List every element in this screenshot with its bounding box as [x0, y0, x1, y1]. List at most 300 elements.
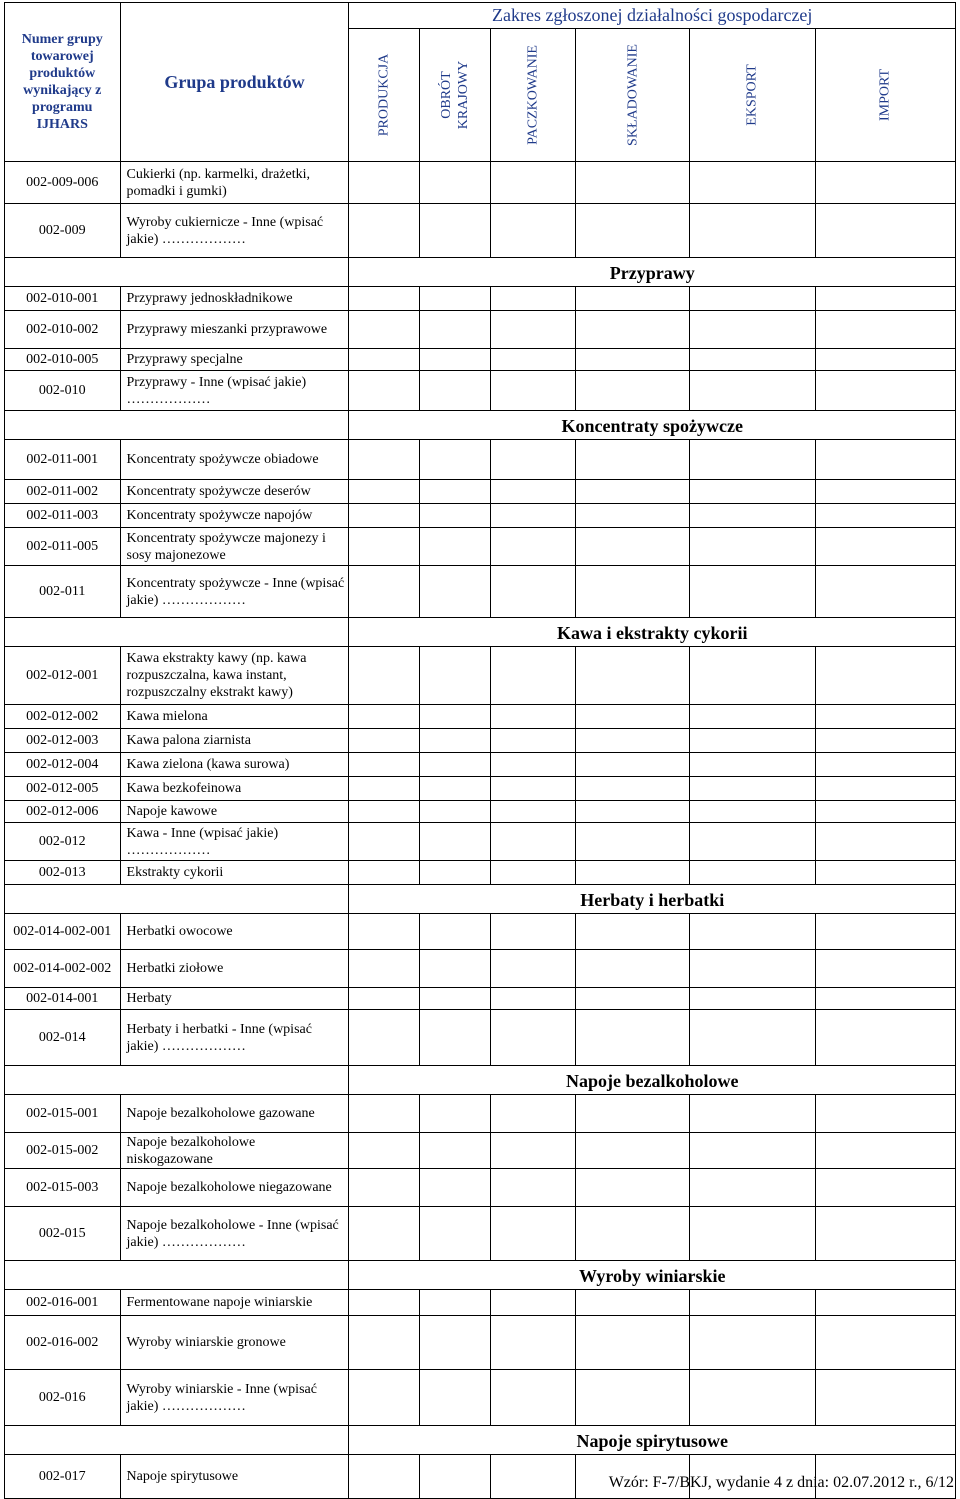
activity-checkbox-cell[interactable] [576, 801, 689, 823]
activity-checkbox-cell[interactable] [349, 950, 419, 988]
activity-checkbox-cell[interactable] [419, 1370, 490, 1426]
activity-checkbox-cell[interactable] [490, 1169, 576, 1207]
activity-checkbox-cell[interactable] [815, 1370, 955, 1426]
activity-checkbox-cell[interactable] [689, 988, 815, 1010]
product-group-code: 002-010-002 [5, 311, 121, 349]
form-footer: Wzór: F-7/BKJ, wydanie 4 z dnia: 02.07.2012 r., 6/12 [608, 1474, 954, 1491]
activity-checkbox-cell[interactable] [349, 777, 419, 801]
activity-checkbox-cell[interactable] [349, 528, 419, 566]
activity-checkbox-cell[interactable] [349, 729, 419, 753]
activity-checkbox-cell[interactable] [689, 311, 815, 349]
section-row [5, 411, 956, 440]
activity-checkbox-cell[interactable] [815, 204, 955, 258]
product-group-code: 002-015-002 [5, 1133, 121, 1169]
activity-checkbox-cell[interactable] [490, 371, 576, 411]
header-domestic-trade: OBRÓT KRAJOWY [419, 29, 490, 162]
product-group-name: Herbatki owocowe [120, 914, 349, 950]
header-production: PRODUKCJA [349, 29, 419, 162]
product-group-name: Ekstrakty cykorii [120, 861, 349, 885]
activity-checkbox-cell[interactable] [815, 1316, 955, 1370]
activity-checkbox-cell[interactable] [419, 1290, 490, 1316]
section-row [5, 1426, 956, 1455]
activity-checkbox-cell[interactable] [419, 349, 490, 371]
activity-checkbox-cell[interactable] [349, 647, 419, 705]
activity-checkbox-cell[interactable] [815, 729, 955, 753]
activity-checkbox-cell[interactable] [815, 311, 955, 349]
activity-checkbox-cell[interactable] [419, 914, 490, 950]
table-body [5, 162, 956, 1499]
activity-checkbox-cell[interactable] [689, 729, 815, 753]
product-group-name: Napoje bezalkoholowe niskogazowane [120, 1133, 349, 1169]
activity-checkbox-cell[interactable] [689, 950, 815, 988]
activity-checkbox-cell[interactable] [419, 1095, 490, 1133]
product-group-name: Wyroby winiarskie - Inne (wpisać jakie) ……………… [120, 1370, 349, 1426]
activity-checkbox-cell[interactable] [689, 1316, 815, 1370]
product-group-name: Koncentraty spożywcze napojów [120, 504, 349, 528]
activity-checkbox-cell[interactable] [349, 801, 419, 823]
activity-checkbox-cell[interactable] [349, 1290, 419, 1316]
activity-scope-table [4, 2, 956, 1499]
product-group-code: 002-015-003 [5, 1169, 121, 1207]
activity-checkbox-cell[interactable] [349, 1370, 419, 1426]
activity-checkbox-cell[interactable] [815, 1010, 955, 1066]
table-row [5, 988, 956, 1010]
activity-checkbox-cell[interactable] [689, 1169, 815, 1207]
product-group-name: Kawa mielona [120, 705, 349, 729]
activity-checkbox-cell[interactable] [490, 311, 576, 349]
activity-checkbox-cell[interactable] [815, 801, 955, 823]
activity-checkbox-cell[interactable] [689, 861, 815, 885]
activity-checkbox-cell[interactable] [419, 823, 490, 861]
activity-checkbox-cell[interactable] [576, 1370, 689, 1426]
activity-checkbox-cell[interactable] [576, 566, 689, 618]
activity-checkbox-cell[interactable] [815, 504, 955, 528]
activity-checkbox-cell[interactable] [349, 1169, 419, 1207]
table-row [5, 861, 956, 885]
activity-checkbox-cell[interactable] [419, 440, 490, 480]
table-row [5, 1095, 956, 1133]
activity-checkbox-cell[interactable] [349, 287, 419, 311]
activity-checkbox-cell[interactable] [689, 440, 815, 480]
product-group-name: Napoje spirytusowe [120, 1455, 349, 1499]
product-group-name: Wyroby cukiernicze - Inne (wpisać jakie) ……………… [120, 204, 349, 258]
activity-checkbox-cell[interactable] [419, 480, 490, 504]
activity-checkbox-cell[interactable] [576, 311, 689, 349]
activity-checkbox-cell[interactable] [576, 950, 689, 988]
activity-checkbox-cell[interactable] [419, 1169, 490, 1207]
activity-checkbox-cell[interactable] [815, 162, 955, 204]
table-row [5, 705, 956, 729]
section-spacer [5, 258, 349, 287]
product-group-code: 002-011 [5, 566, 121, 618]
table-row [5, 440, 956, 480]
activity-checkbox-cell[interactable] [349, 349, 419, 371]
product-group-code: 002-009-006 [5, 162, 121, 204]
product-group-code: 002-016-001 [5, 1290, 121, 1316]
activity-checkbox-cell[interactable] [419, 528, 490, 566]
activity-checkbox-cell[interactable] [349, 311, 419, 349]
activity-checkbox-cell[interactable] [689, 162, 815, 204]
activity-checkbox-cell[interactable] [490, 753, 576, 777]
header-packing: PACZKOWANIE [490, 29, 576, 162]
product-group-name: Przyprawy specjalne [120, 349, 349, 371]
activity-checkbox-cell[interactable] [349, 504, 419, 528]
product-group-name: Kawa palona ziarnista [120, 729, 349, 753]
activity-checkbox-cell[interactable] [490, 705, 576, 729]
activity-checkbox-cell[interactable] [689, 801, 815, 823]
product-group-name: Przyprawy mieszanki przyprawowe [120, 311, 349, 349]
activity-checkbox-cell[interactable] [490, 504, 576, 528]
activity-checkbox-cell[interactable] [349, 1010, 419, 1066]
activity-checkbox-cell[interactable] [815, 1169, 955, 1207]
activity-checkbox-cell[interactable] [576, 480, 689, 504]
activity-checkbox-cell[interactable] [815, 1095, 955, 1133]
activity-checkbox-cell[interactable] [349, 162, 419, 204]
section-row [5, 885, 956, 914]
activity-checkbox-cell[interactable] [576, 861, 689, 885]
activity-checkbox-cell[interactable] [419, 287, 490, 311]
section-row [5, 1066, 956, 1095]
section-spacer [5, 1426, 349, 1455]
activity-checkbox-cell[interactable] [349, 705, 419, 729]
activity-checkbox-cell[interactable] [419, 162, 490, 204]
product-group-code: 002-011-005 [5, 528, 121, 566]
product-group-code: 002-009 [5, 204, 121, 258]
activity-checkbox-cell[interactable] [419, 371, 490, 411]
product-group-code: 002-012-001 [5, 647, 121, 705]
activity-checkbox-cell[interactable] [689, 287, 815, 311]
header-export: EKSPORT [689, 29, 815, 162]
activity-checkbox-cell[interactable] [419, 647, 490, 705]
product-group-name: Kawa bezkofeinowa [120, 777, 349, 801]
activity-checkbox-cell[interactable] [419, 729, 490, 753]
activity-checkbox-cell[interactable] [490, 1316, 576, 1370]
header-storage: SKŁADOWANIE [576, 29, 689, 162]
activity-checkbox-cell[interactable] [349, 204, 419, 258]
activity-checkbox-cell[interactable] [490, 988, 576, 1010]
activity-checkbox-cell[interactable] [815, 371, 955, 411]
activity-checkbox-cell[interactable] [689, 371, 815, 411]
product-group-name: Napoje bezalkoholowe gazowane [120, 1095, 349, 1133]
activity-checkbox-cell[interactable] [815, 566, 955, 618]
activity-checkbox-cell[interactable] [576, 162, 689, 204]
product-group-name: Napoje bezalkoholowe niegazowane [120, 1169, 349, 1207]
activity-checkbox-cell[interactable] [490, 204, 576, 258]
activity-checkbox-cell[interactable] [419, 950, 490, 988]
activity-checkbox-cell[interactable] [576, 440, 689, 480]
product-group-code: 002-016 [5, 1370, 121, 1426]
activity-checkbox-cell[interactable] [349, 914, 419, 950]
activity-checkbox-cell[interactable] [490, 729, 576, 753]
section-row [5, 618, 956, 647]
activity-checkbox-cell[interactable] [349, 440, 419, 480]
product-group-name: Koncentraty spożywcze deserów [120, 480, 349, 504]
section-title: Kawa i ekstrakty cykorii [349, 618, 956, 647]
activity-checkbox-cell[interactable] [689, 647, 815, 705]
activity-checkbox-cell[interactable] [419, 861, 490, 885]
activity-checkbox-cell[interactable] [490, 162, 576, 204]
activity-checkbox-cell[interactable] [490, 566, 576, 618]
activity-checkbox-cell[interactable] [815, 1290, 955, 1316]
activity-checkbox-cell[interactable] [815, 914, 955, 950]
activity-checkbox-cell[interactable] [576, 823, 689, 861]
activity-checkbox-cell[interactable] [349, 480, 419, 504]
activity-checkbox-cell[interactable] [689, 1010, 815, 1066]
activity-checkbox-cell[interactable] [419, 1010, 490, 1066]
section-spacer [5, 1066, 349, 1095]
activity-checkbox-cell[interactable] [689, 705, 815, 729]
activity-checkbox-cell[interactable] [576, 914, 689, 950]
activity-checkbox-cell[interactable] [689, 349, 815, 371]
product-group-name: Napoje bezalkoholowe - Inne (wpisać jakie) ……………… [120, 1207, 349, 1261]
activity-checkbox-cell[interactable] [576, 204, 689, 258]
activity-checkbox-cell[interactable] [576, 1010, 689, 1066]
product-group-code: 002-015-001 [5, 1095, 121, 1133]
activity-checkbox-cell[interactable] [576, 647, 689, 705]
activity-checkbox-cell[interactable] [490, 287, 576, 311]
activity-checkbox-cell[interactable] [349, 371, 419, 411]
product-group-code: 002-015 [5, 1207, 121, 1261]
table-row [5, 311, 956, 349]
product-group-name: Cukierki (np. karmelki, drażetki, pomadki i gumki) [120, 162, 349, 204]
activity-checkbox-cell[interactable] [349, 1207, 419, 1261]
table-row [5, 950, 956, 988]
activity-checkbox-cell[interactable] [689, 823, 815, 861]
activity-checkbox-cell[interactable] [576, 753, 689, 777]
activity-checkbox-cell[interactable] [490, 1455, 576, 1499]
table-row [5, 1207, 956, 1261]
activity-checkbox-cell[interactable] [349, 1316, 419, 1370]
activity-checkbox-cell[interactable] [576, 1207, 689, 1261]
activity-checkbox-cell[interactable] [815, 440, 955, 480]
table-row [5, 480, 956, 504]
activity-checkbox-cell[interactable] [490, 440, 576, 480]
section-title: Koncentraty spożywcze [349, 411, 956, 440]
activity-checkbox-cell[interactable] [490, 823, 576, 861]
product-group-name: Kawa zielona (kawa surowa) [120, 753, 349, 777]
product-group-code: 002-014-002-001 [5, 914, 121, 950]
table-row [5, 1290, 956, 1316]
activity-checkbox-cell[interactable] [576, 705, 689, 729]
table-row [5, 1370, 956, 1426]
activity-checkbox-cell[interactable] [490, 777, 576, 801]
table-row [5, 528, 956, 566]
activity-checkbox-cell[interactable] [576, 1133, 689, 1169]
product-group-code: 002-014-001 [5, 988, 121, 1010]
product-group-name: Wyroby winiarskie gronowe [120, 1316, 349, 1370]
activity-checkbox-cell[interactable] [349, 823, 419, 861]
activity-checkbox-cell[interactable] [576, 371, 689, 411]
activity-checkbox-cell[interactable] [419, 204, 490, 258]
table-row [5, 753, 956, 777]
product-group-code: 002-012-002 [5, 705, 121, 729]
product-group-name: Herbatki ziołowe [120, 950, 349, 988]
section-spacer [5, 411, 349, 440]
activity-checkbox-cell[interactable] [490, 1010, 576, 1066]
product-group-code: 002-011-001 [5, 440, 121, 480]
activity-checkbox-cell[interactable] [490, 1095, 576, 1133]
header-group-column: Grupa produktów [120, 3, 349, 162]
activity-checkbox-cell[interactable] [419, 777, 490, 801]
activity-checkbox-cell[interactable] [815, 753, 955, 777]
activity-checkbox-cell[interactable] [419, 801, 490, 823]
product-group-code: 002-014 [5, 1010, 121, 1066]
activity-checkbox-cell[interactable] [576, 988, 689, 1010]
section-title: Wyroby winiarskie [349, 1261, 956, 1290]
activity-checkbox-cell[interactable] [576, 777, 689, 801]
product-group-code: 002-010-001 [5, 287, 121, 311]
product-group-code: 002-014-002-002 [5, 950, 121, 988]
product-group-name: Herbaty [120, 988, 349, 1010]
activity-checkbox-cell[interactable] [576, 504, 689, 528]
product-group-code: 002-016-002 [5, 1316, 121, 1370]
activity-checkbox-cell[interactable] [349, 1095, 419, 1133]
activity-checkbox-cell[interactable] [689, 1290, 815, 1316]
activity-checkbox-cell[interactable] [349, 753, 419, 777]
activity-checkbox-cell[interactable] [349, 1455, 419, 1499]
activity-checkbox-cell[interactable] [576, 1095, 689, 1133]
activity-checkbox-cell[interactable] [419, 1133, 490, 1169]
section-title: Herbaty i herbatki [349, 885, 956, 914]
header-import: IMPORT [815, 29, 955, 162]
activity-checkbox-cell[interactable] [490, 861, 576, 885]
table-row [5, 647, 956, 705]
product-group-code: 002-010-005 [5, 349, 121, 371]
header-scope: Zakres zgłoszonej działalności gospodarczej [349, 3, 956, 29]
section-spacer [5, 1261, 349, 1290]
product-group-code: 002-012-004 [5, 753, 121, 777]
product-group-name: Fermentowane napoje winiarskie [120, 1290, 349, 1316]
product-group-name: Przyprawy jednoskładnikowe [120, 287, 349, 311]
activity-checkbox-cell[interactable] [689, 204, 815, 258]
product-group-name: Koncentraty spożywcze - Inne (wpisać jakie) ……………… [120, 566, 349, 618]
product-group-code: 002-012-005 [5, 777, 121, 801]
product-group-code: 002-012-003 [5, 729, 121, 753]
activity-checkbox-cell[interactable] [815, 950, 955, 988]
activity-checkbox-cell[interactable] [490, 528, 576, 566]
activity-checkbox-cell[interactable] [689, 914, 815, 950]
activity-checkbox-cell[interactable] [689, 1133, 815, 1169]
activity-checkbox-cell[interactable] [490, 1207, 576, 1261]
activity-checkbox-cell[interactable] [815, 349, 955, 371]
activity-checkbox-cell[interactable] [815, 287, 955, 311]
table-row [5, 914, 956, 950]
activity-checkbox-cell[interactable] [419, 504, 490, 528]
activity-checkbox-cell[interactable] [689, 1207, 815, 1261]
activity-checkbox-cell[interactable] [815, 823, 955, 861]
activity-checkbox-cell[interactable] [490, 801, 576, 823]
table-row [5, 504, 956, 528]
product-group-name: Kawa - Inne (wpisać jakie) ……………… [120, 823, 349, 861]
activity-checkbox-cell[interactable] [490, 349, 576, 371]
activity-checkbox-cell[interactable] [576, 1290, 689, 1316]
activity-checkbox-cell[interactable] [490, 1370, 576, 1426]
activity-checkbox-cell[interactable] [349, 1133, 419, 1169]
activity-checkbox-cell[interactable] [419, 311, 490, 349]
activity-checkbox-cell[interactable] [815, 861, 955, 885]
activity-checkbox-cell[interactable] [689, 777, 815, 801]
activity-checkbox-cell[interactable] [815, 1207, 955, 1261]
product-group-name: Koncentraty spożywcze majonezy i sosy majonezowe [120, 528, 349, 566]
activity-checkbox-cell[interactable] [689, 1095, 815, 1133]
header-code-column: Numer grupy towarowej produktów wynikający z programu IJHARS [5, 3, 121, 162]
table-row [5, 204, 956, 258]
activity-checkbox-cell[interactable] [815, 705, 955, 729]
activity-checkbox-cell[interactable] [815, 480, 955, 504]
activity-checkbox-cell[interactable] [490, 1133, 576, 1169]
activity-checkbox-cell[interactable] [349, 988, 419, 1010]
activity-checkbox-cell[interactable] [576, 349, 689, 371]
product-group-name: Napoje kawowe [120, 801, 349, 823]
product-group-name: Przyprawy - Inne (wpisać jakie) ……………… [120, 371, 349, 411]
activity-checkbox-cell[interactable] [689, 566, 815, 618]
activity-checkbox-cell[interactable] [490, 914, 576, 950]
product-group-name: Kawa ekstrakty kawy (np. kawa rozpuszczalna, kawa instant, rozpuszczalny ekstrakt kawy) [120, 647, 349, 705]
activity-checkbox-cell[interactable] [490, 950, 576, 988]
section-title: Napoje bezalkoholowe [349, 1066, 956, 1095]
activity-checkbox-cell[interactable] [419, 1455, 490, 1499]
activity-checkbox-cell[interactable] [689, 504, 815, 528]
section-spacer [5, 618, 349, 647]
activity-checkbox-cell[interactable] [689, 1370, 815, 1426]
table-row [5, 823, 956, 861]
table-row [5, 371, 956, 411]
activity-checkbox-cell[interactable] [689, 480, 815, 504]
activity-checkbox-cell[interactable] [815, 528, 955, 566]
activity-checkbox-cell[interactable] [419, 988, 490, 1010]
activity-checkbox-cell[interactable] [419, 566, 490, 618]
product-group-code: 002-011-002 [5, 480, 121, 504]
activity-checkbox-cell[interactable] [689, 528, 815, 566]
activity-checkbox-cell[interactable] [576, 729, 689, 753]
activity-checkbox-cell[interactable] [576, 528, 689, 566]
activity-checkbox-cell[interactable] [689, 753, 815, 777]
section-title: Napoje spirytusowe [349, 1426, 956, 1455]
table-row [5, 729, 956, 753]
section-row [5, 1261, 956, 1290]
activity-checkbox-cell[interactable] [815, 777, 955, 801]
activity-checkbox-cell[interactable] [490, 1290, 576, 1316]
product-group-code: 002-010 [5, 371, 121, 411]
section-title: Przyprawy [349, 258, 956, 287]
section-spacer [5, 885, 349, 914]
activity-checkbox-cell[interactable] [349, 861, 419, 885]
table-row [5, 777, 956, 801]
activity-checkbox-cell[interactable] [576, 1316, 689, 1370]
activity-checkbox-cell[interactable] [419, 1316, 490, 1370]
activity-checkbox-cell[interactable] [576, 287, 689, 311]
activity-checkbox-cell[interactable] [576, 1169, 689, 1207]
activity-checkbox-cell[interactable] [815, 1133, 955, 1169]
activity-checkbox-cell[interactable] [419, 753, 490, 777]
section-row [5, 258, 956, 287]
activity-checkbox-cell[interactable] [419, 705, 490, 729]
table-row [5, 287, 956, 311]
table-row [5, 1169, 956, 1207]
product-group-code: 002-012-006 [5, 801, 121, 823]
activity-checkbox-cell[interactable] [419, 1207, 490, 1261]
activity-checkbox-cell[interactable] [490, 480, 576, 504]
activity-checkbox-cell[interactable] [815, 988, 955, 1010]
activity-checkbox-cell[interactable] [349, 566, 419, 618]
product-group-code: 002-011-003 [5, 504, 121, 528]
product-group-code: 002-012 [5, 823, 121, 861]
table-row [5, 1133, 956, 1169]
product-group-name: Koncentraty spożywcze obiadowe [120, 440, 349, 480]
activity-checkbox-cell[interactable] [815, 647, 955, 705]
activity-checkbox-cell[interactable] [490, 647, 576, 705]
table-row [5, 162, 956, 204]
